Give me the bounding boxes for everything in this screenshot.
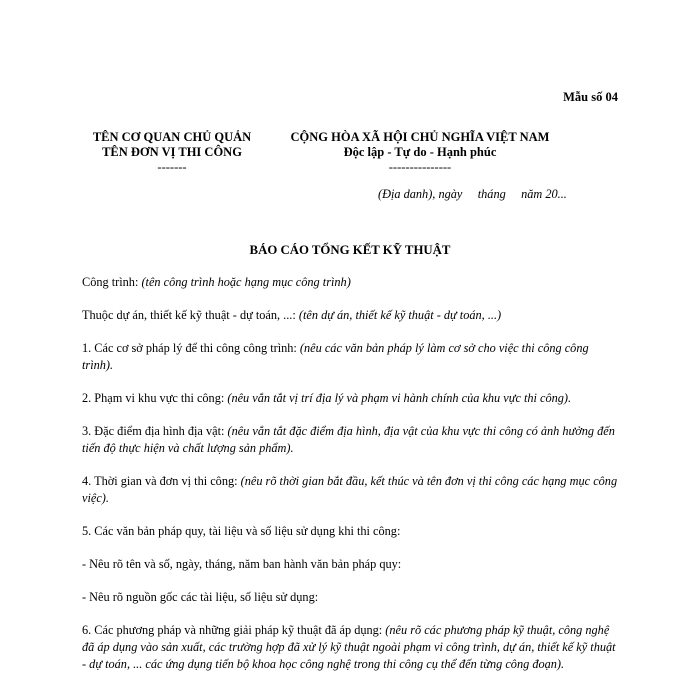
paragraph-label: Công trình: <box>82 275 142 289</box>
paragraph-label: - Nêu rõ nguồn gốc các tài liệu, số liệu sử dụng: <box>82 590 319 604</box>
paragraph-note: (nêu vắn tắt vị trí địa lý và phạm vi hành chính của khu vực thi công). <box>227 391 572 405</box>
national-title: CỘNG HÒA XÃ HỘI CHỦ NGHĨA VIỆT NAM <box>290 130 550 144</box>
paragraph-time-unit <box>82 473 622 507</box>
document-body <box>82 274 622 689</box>
paragraph-note: (tên công trình hoặc hạng mục công trình) <box>141 275 351 289</box>
paragraph-note: (nêu các văn bản pháp lý làm cơ sở cho việc thi công công trình). <box>82 341 589 372</box>
governing-agency-name: TÊN CƠ QUAN CHỦ QUẢN <box>92 130 252 144</box>
paragraph-methods <box>82 622 622 673</box>
paragraph-note: (nêu rõ các phương pháp kỹ thuật, công nghệ đã áp dụng vào sản xuất, các trường hợp đã xử lý kỹ thuật ngoài phạm vi công trình, dự án, thiết kế kỹ thuật - dự toán, ... các ứng dụng tiến bộ khoa học công nghệ trong thi công cụ thể đến từng công đoạn). <box>82 623 616 671</box>
header-left <box>82 130 262 174</box>
paragraph-note: (nêu vắn tắt đặc điểm địa hình, địa vật của khu vực thi công có ảnh hưởng đến tiến độ thực hiện và chất lượng sản phẩm). <box>82 424 615 455</box>
paragraph-project <box>82 274 622 291</box>
document-title: BÁO CÁO TỔNG KẾT KỸ THUẬT <box>249 243 451 257</box>
header-right <box>270 130 570 174</box>
national-motto: Độc lập - Tự do - Hạnh phúc <box>343 145 497 159</box>
form-number: Mẫu số 04 <box>563 90 618 104</box>
paragraph-scope <box>82 390 622 407</box>
paragraph-label: - Nêu rõ tên và số, ngày, tháng, năm ban hành văn bản pháp quy: <box>82 557 402 571</box>
paragraph-documents <box>82 523 622 540</box>
paragraph-label: 1. Các cơ sở pháp lý để thi công công trình: <box>82 341 300 355</box>
paragraph-note: (tên dự án, thiết kế kỹ thuật - dự toán, ...) <box>298 308 502 322</box>
paragraph-belongs-to <box>82 307 622 324</box>
paragraph-legal-basis <box>82 340 622 374</box>
paragraph-label: 5. Các văn bản pháp quy, tài liệu và số liệu sử dụng khi thi công: <box>82 524 401 538</box>
header-right-divider: --------------- <box>388 160 452 174</box>
paragraph-terrain <box>82 423 622 457</box>
paragraph-label: 3. Đặc điểm địa hình địa vật: <box>82 424 228 438</box>
paragraph-label: 2. Phạm vi khu vực thi công: <box>82 391 228 405</box>
paragraph-data-sources <box>82 589 622 606</box>
paragraph-label: Thuộc dự án, thiết kế kỹ thuật - dự toán, ...: <box>82 308 299 322</box>
paragraph-label: 6. Các phương pháp và những giải pháp kỹ thuật đã áp dụng: <box>82 623 386 637</box>
paragraph-note: (nêu rõ thời gian bắt đầu, kết thúc và tên đơn vị thi công các hạng mục công việc). <box>82 474 618 505</box>
header-left-divider: ------- <box>157 160 187 174</box>
paragraph-regulations <box>82 556 622 573</box>
paragraph-label: 4. Thời gian và đơn vị thi công: <box>82 474 241 488</box>
place-date: (Địa danh), ngày tháng năm 20... <box>378 187 567 201</box>
contractor-name: TÊN ĐƠN VỊ THI CÔNG <box>102 145 242 159</box>
